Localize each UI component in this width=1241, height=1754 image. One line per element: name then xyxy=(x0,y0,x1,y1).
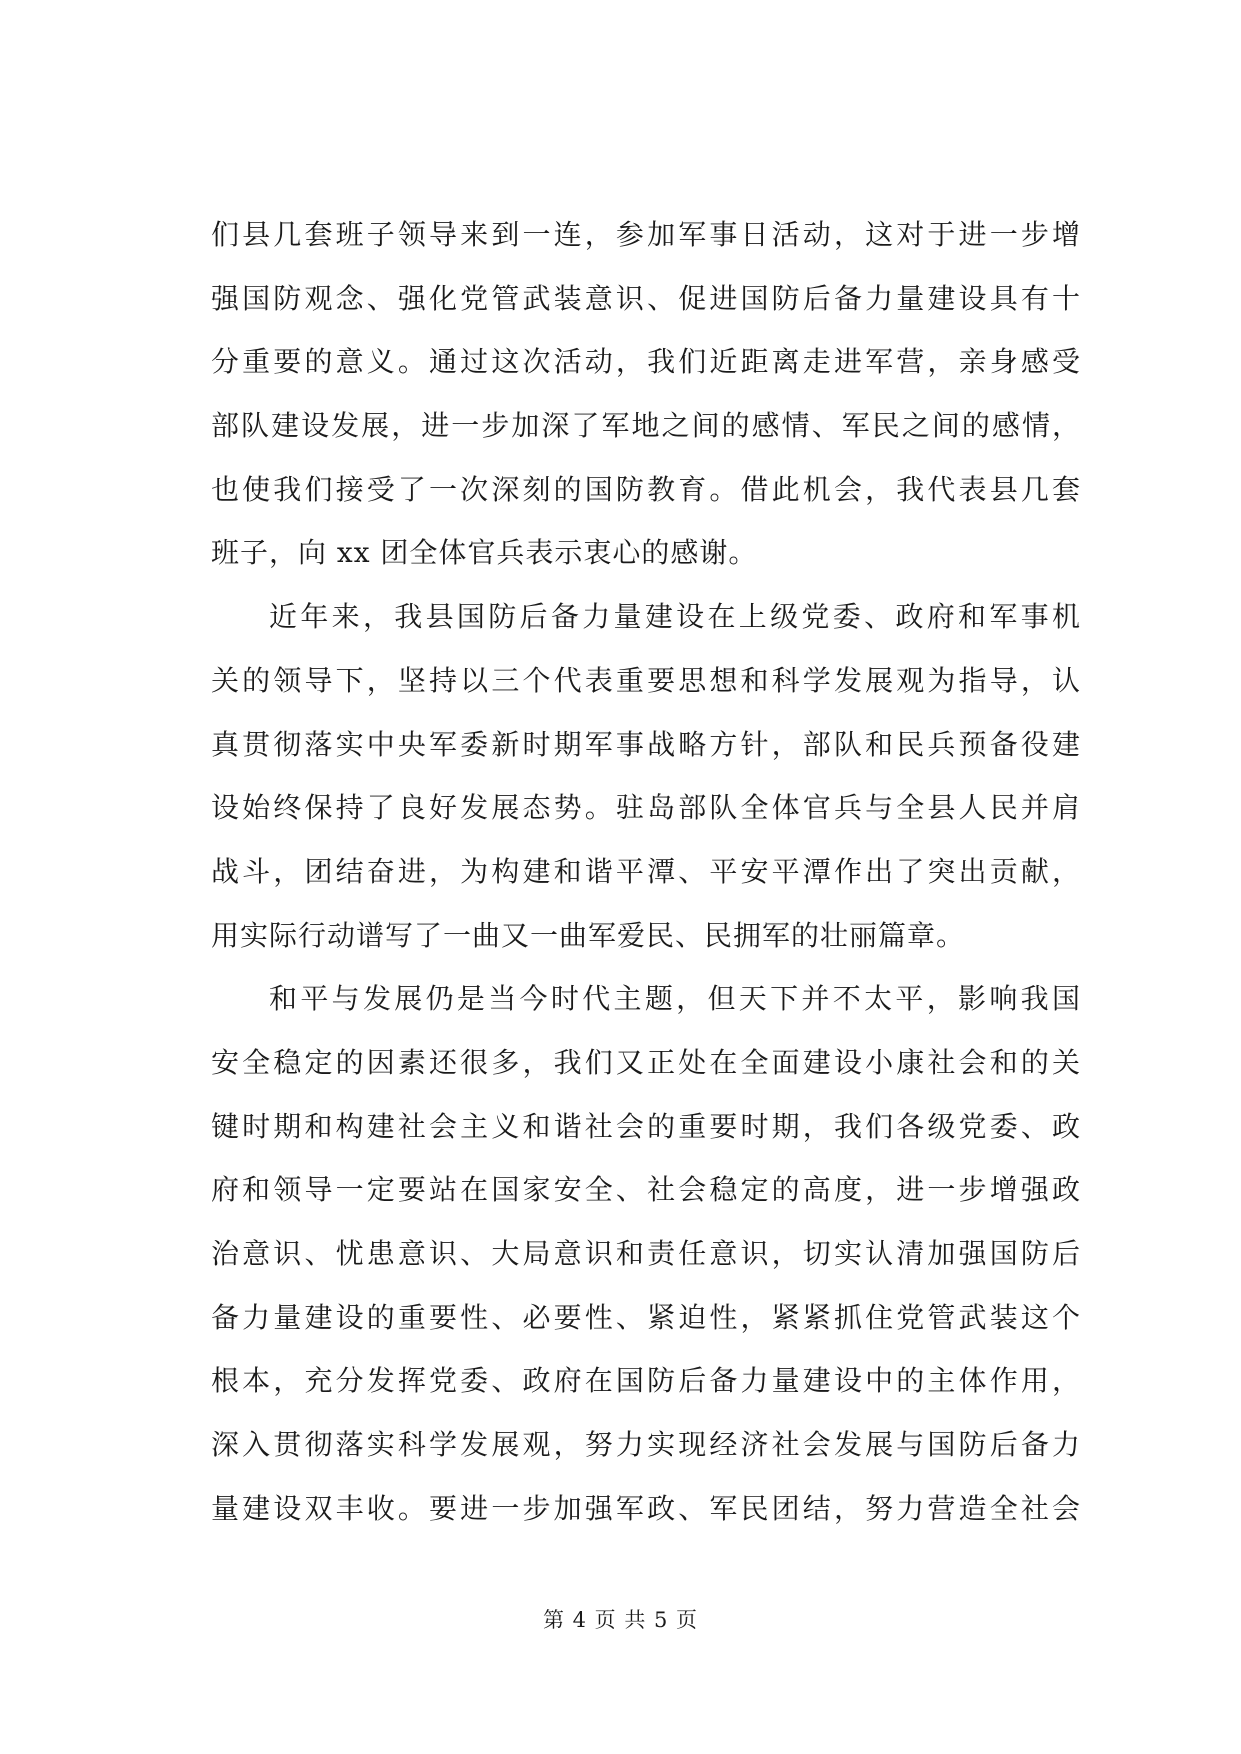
text-line: 真贯彻落实中央军委新时期军事战略方针，部队和民兵预备役建 xyxy=(211,727,1081,761)
paragraph-1 xyxy=(211,203,1081,585)
text-line: 强国防观念、强化党管武装意识、促进国防后备力量建设具有十 xyxy=(211,281,1081,315)
text-line: 根本，充分发挥党委、政府在国防后备力量建设中的主体作用， xyxy=(211,1364,1081,1398)
document-body xyxy=(211,203,1081,1540)
page-footer xyxy=(0,1604,1241,1634)
page-number-label: 第 4 页 共 5 页 xyxy=(542,1608,699,1632)
paragraph-3 xyxy=(211,967,1081,1540)
text-line: 量建设双丰收。要进一步加强军政、军民团结，努力营造全社会 xyxy=(211,1491,1081,1525)
text-line: 和平与发展仍是当今时代主题，但天下并不太平，影响我国 xyxy=(269,982,1081,1016)
text-line: 备力量建设的重要性、必要性、紧迫性，紧紧抓住党管武装这个 xyxy=(211,1300,1081,1334)
text-line: 部队建设发展，进一步加深了军地之间的感情、军民之间的感情， xyxy=(211,409,1081,443)
text-line: 分重要的意义。通过这次活动，我们近距离走进军营，亲身感受 xyxy=(211,345,1081,379)
text-line: 近年来，我县国防后备力量建设在上级党委、政府和军事机 xyxy=(269,600,1081,634)
text-line: 治意识、忧患意识、大局意识和责任意识，切实认清加强国防后 xyxy=(211,1237,1081,1270)
text-line: 班子，向 xx 团全体官兵表示衷心的感谢。 xyxy=(211,536,758,570)
text-line: 战斗，团结奋进，为构建和谐平潭、平安平潭作出了突出贡献， xyxy=(211,854,1081,888)
text-line: 设始终保持了良好发展态势。驻岛部队全体官兵与全县人民并肩 xyxy=(211,791,1081,825)
text-line: 用实际行动谱写了一曲又一曲军爱民、民拥军的壮丽篇章。 xyxy=(211,918,966,952)
text-line: 深入贯彻落实科学发展观，努力实现经济社会发展与国防后备力 xyxy=(211,1428,1081,1462)
text-line: 键时期和构建社会主义和谐社会的重要时期，我们各级党委、政 xyxy=(211,1109,1081,1143)
paragraph-2 xyxy=(211,585,1081,967)
text-line: 关的领导下，坚持以三个代表重要思想和科学发展观为指导，认 xyxy=(211,663,1081,697)
text-line: 也使我们接受了一次深刻的国防教育。借此机会，我代表县几套 xyxy=(211,472,1081,506)
text-line: 们县几套班子领导来到一连，参加军事日活动，这对于进一步增 xyxy=(211,218,1081,251)
text-line: 府和领导一定要站在国家安全、社会稳定的高度，进一步增强政 xyxy=(211,1173,1081,1207)
text-line: 安全稳定的因素还很多，我们又正处在全面建设小康社会和的关 xyxy=(211,1045,1081,1079)
